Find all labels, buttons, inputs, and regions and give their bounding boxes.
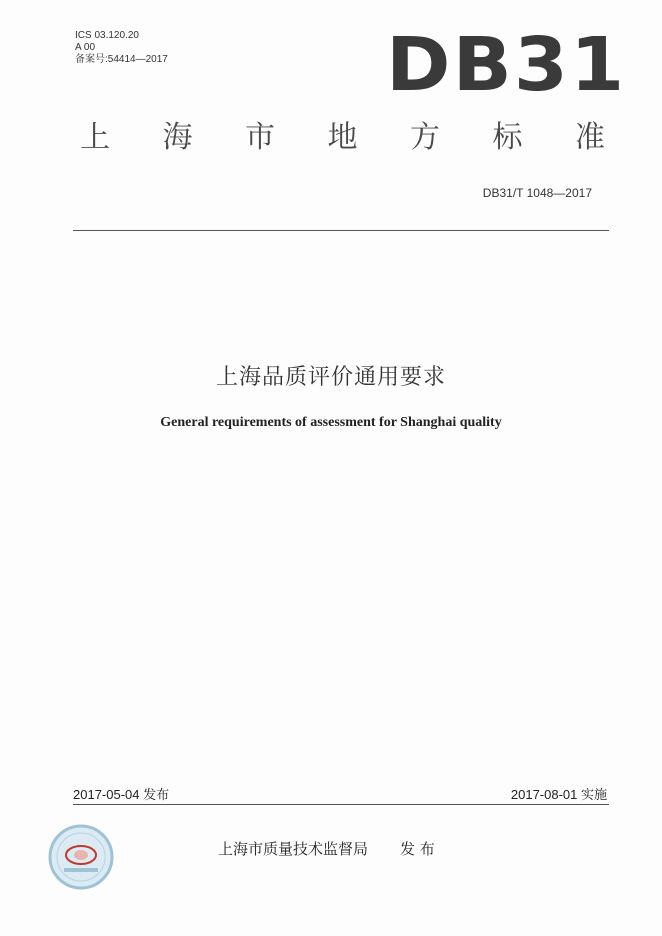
issue-date: 2017-05-04 发布 (73, 787, 170, 802)
db31-logo: DB31 (386, 22, 627, 108)
issuer-name: 上海市质量技术监督局 (218, 840, 369, 858)
standard-type-char: 海 (162, 120, 193, 155)
standard-type-char: 标 (492, 120, 523, 155)
standard-type-char: 方 (410, 120, 440, 155)
standard-type-char: 上 (80, 120, 110, 155)
ccs-code: A 00 (75, 42, 96, 53)
standard-type-char: 地 (327, 120, 358, 155)
record-number: 备案号:54414—2017 (75, 54, 168, 65)
document-title-en: General requirements of assessment for Shanghai quality (160, 415, 502, 430)
bottom-divider (73, 804, 609, 805)
standard-number: DB31/T 1048—2017 (482, 186, 592, 200)
document-title-cn: 上海品质评价通用要求 (215, 365, 446, 390)
issue-action: 发 布 (400, 840, 435, 858)
classification-block (75, 30, 168, 66)
standard-type-char: 市 (245, 120, 275, 155)
certification-seal-icon (48, 824, 114, 890)
ics-code: ICS 03.120.20 (75, 30, 139, 41)
implementation-date: 2017-08-01 实施 (510, 787, 607, 802)
standard-type-char: 准 (575, 120, 605, 155)
top-divider (73, 230, 609, 231)
issuing-authority (218, 838, 435, 859)
standard-type-heading (80, 118, 605, 158)
